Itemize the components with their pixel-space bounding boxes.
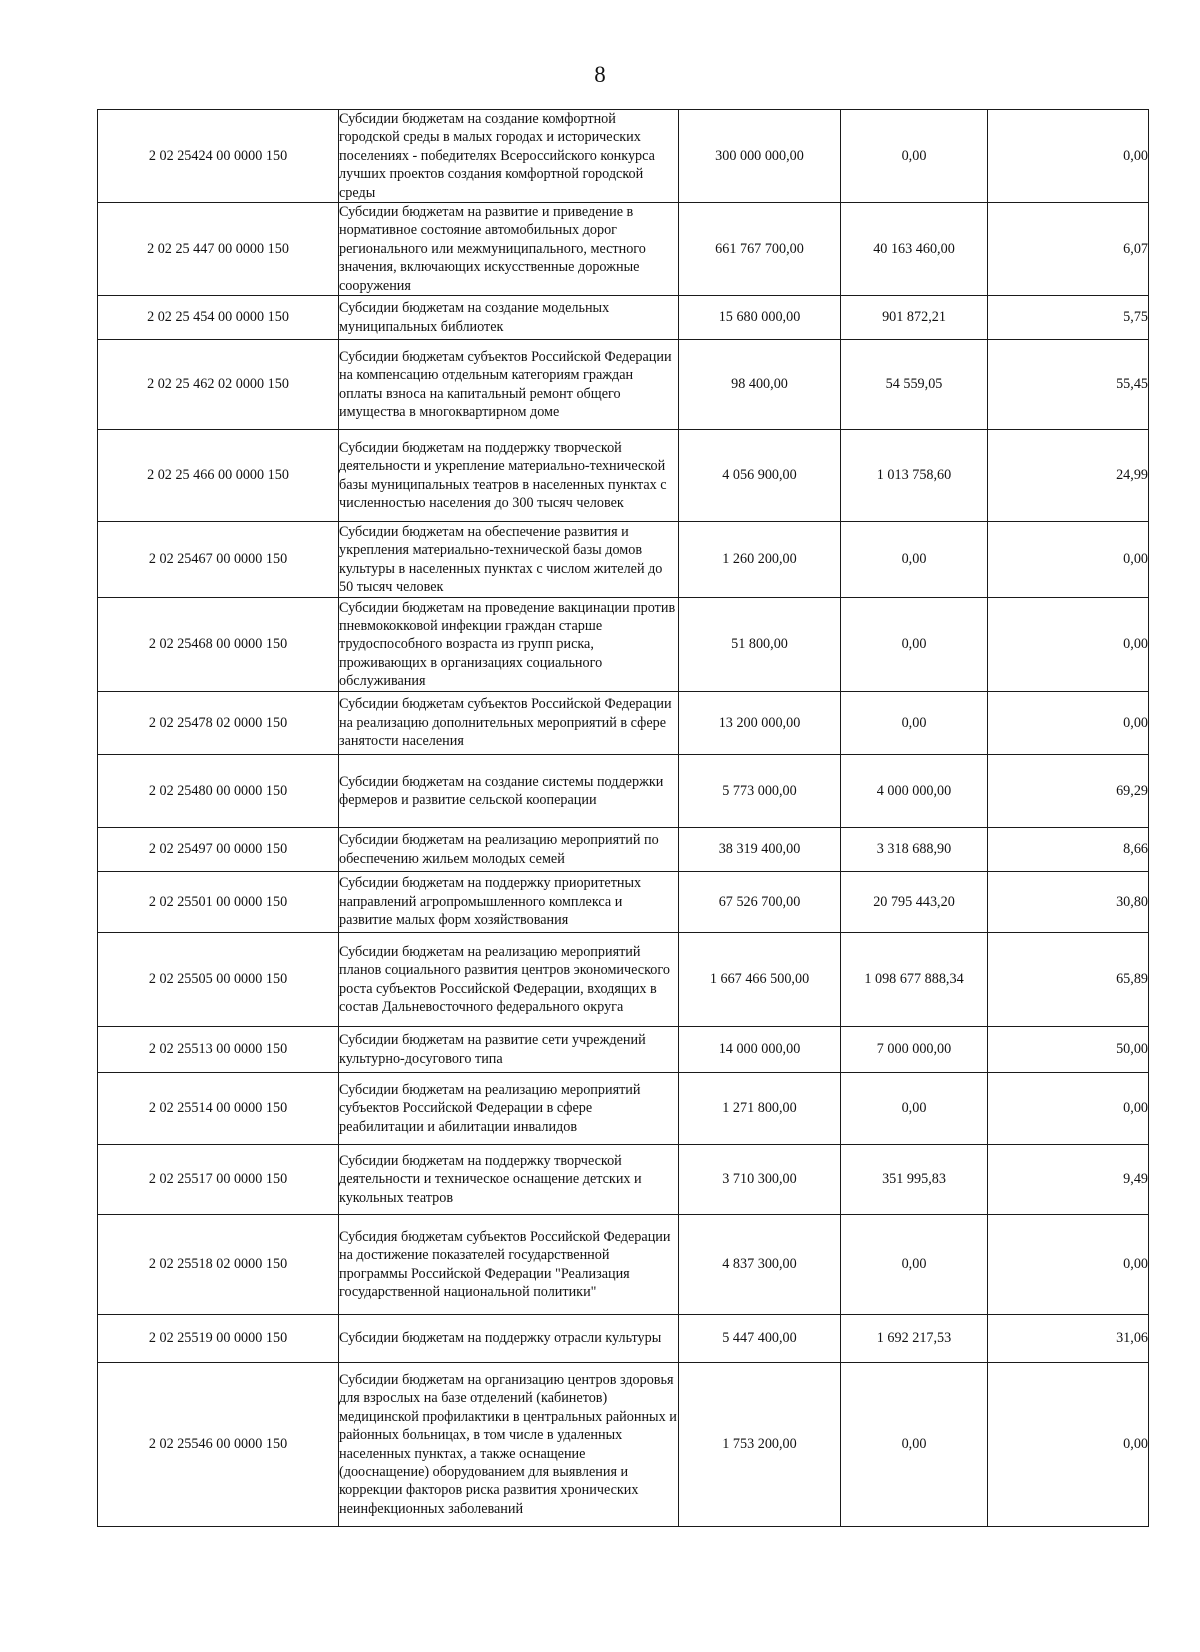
plan-amount-cell: 1 753 200,00 xyxy=(679,1363,841,1527)
income-name: Субсидии бюджетам субъектов Российской Федерации на реализацию дополнительных мероприятий в сфере занятости населения xyxy=(339,696,672,750)
actual-amount-cell: 40 163 460,00 xyxy=(841,203,988,296)
income-name-cell xyxy=(339,430,679,522)
table-row xyxy=(98,1145,1149,1215)
income-name-cell xyxy=(339,933,679,1027)
budget-code-cell: 2 02 25 462 02 0000 150 xyxy=(98,340,339,430)
income-name: Субсидия бюджетам субъектов Российской Федерации на достижение показателей государственной программы Российской Федерации "Реализация государственной национальной политики" xyxy=(339,1228,671,1300)
table-row xyxy=(98,872,1149,933)
table-row xyxy=(98,1315,1149,1363)
budget-code-cell: 2 02 25478 02 0000 150 xyxy=(98,692,339,755)
income-name-cell xyxy=(339,1145,679,1215)
income-name: Субсидии бюджетам субъектов Российской Федерации на компенсацию отдельным категориям граждан оплаты взноса на капитальный ремонт общего имущества в многоквартирном доме xyxy=(339,348,672,420)
plan-amount-cell: 5 773 000,00 xyxy=(679,755,841,828)
budget-revenue-table xyxy=(97,109,1149,1527)
income-name: Субсидии бюджетам на организацию центров здоровья для взрослых на базе отделений (кабинетов) медицинской профилактики в центральных районных и районных больницах, в том числе в удаленных населенных пунктах, а также оснащение (дооснащение) оборудованием для выявления и коррекции факторов риска развития хронических неинфекционных заболеваний xyxy=(339,1371,677,1517)
budget-code-cell: 2 02 25467 00 0000 150 xyxy=(98,522,339,598)
plan-amount-cell: 3 710 300,00 xyxy=(679,1145,841,1215)
actual-amount-cell: 0,00 xyxy=(841,1215,988,1315)
table-row xyxy=(98,1027,1149,1073)
table-row xyxy=(98,598,1149,692)
table-row xyxy=(98,340,1149,430)
plan-amount-cell: 13 200 000,00 xyxy=(679,692,841,755)
page-number: 8 xyxy=(594,62,606,87)
budget-code-cell: 2 02 25480 00 0000 150 xyxy=(98,755,339,828)
table-row xyxy=(98,755,1149,828)
actual-amount-cell: 1 013 758,60 xyxy=(841,430,988,522)
plan-amount-cell: 661 767 700,00 xyxy=(679,203,841,296)
income-name: Субсидии бюджетам на поддержку отрасли культуры xyxy=(339,1330,662,1347)
income-name-cell xyxy=(339,1027,679,1073)
income-name-cell xyxy=(339,1073,679,1145)
plan-amount-cell: 300 000 000,00 xyxy=(679,110,841,203)
plan-amount-cell: 15 680 000,00 xyxy=(679,296,841,340)
budget-code-cell: 2 02 25517 00 0000 150 xyxy=(98,1145,339,1215)
actual-amount-cell: 20 795 443,20 xyxy=(841,872,988,933)
income-name-cell xyxy=(339,522,679,598)
plan-amount-cell: 14 000 000,00 xyxy=(679,1027,841,1073)
income-name: Субсидии бюджетам на развитие сети учреждений культурно-досугового типа xyxy=(339,1032,646,1067)
income-name: Субсидии бюджетам на создание модельных муниципальных библиотек xyxy=(339,300,610,335)
actual-amount-cell: 54 559,05 xyxy=(841,340,988,430)
execution-percent-cell: 30,80 xyxy=(988,872,1149,933)
execution-percent-cell: 69,29 xyxy=(988,755,1149,828)
budget-code-cell: 2 02 25519 00 0000 150 xyxy=(98,1315,339,1363)
budget-code-cell: 2 02 25501 00 0000 150 xyxy=(98,872,339,933)
income-name: Субсидии бюджетам на создание комфортной городской среды в малых городах и исторических поселениях - победителях Всероссийского конкурса лучших проектов создания комфортной городской среды xyxy=(339,111,655,201)
table-row xyxy=(98,296,1149,340)
table-row xyxy=(98,933,1149,1027)
actual-amount-cell: 0,00 xyxy=(841,692,988,755)
income-name-cell xyxy=(339,203,679,296)
income-name: Субсидии бюджетам на развитие и приведение в нормативное состояние автомобильных дорог регионального или межмуниципального, местного значения, включающих искусственные дорожные сооружения xyxy=(339,204,646,294)
table-row xyxy=(98,1215,1149,1315)
execution-percent-cell: 0,00 xyxy=(988,598,1149,692)
plan-amount-cell: 1 667 466 500,00 xyxy=(679,933,841,1027)
execution-percent-cell: 24,99 xyxy=(988,430,1149,522)
income-name: Субсидии бюджетам на создание системы поддержки фермеров и развитие сельской кооперации xyxy=(339,773,664,809)
execution-percent-cell: 65,89 xyxy=(988,933,1149,1027)
income-name: Субсидии бюджетам на реализацию мероприятий по обеспечению жильем молодых семей xyxy=(339,832,659,867)
income-name: Субсидии бюджетам на обеспечение развития и укрепления материально-технической базы домов культуры в населенных пунктах с числом жителей до 50 тысяч человек xyxy=(339,523,663,595)
actual-amount-cell: 901 872,21 xyxy=(841,296,988,340)
execution-percent-cell: 0,00 xyxy=(988,110,1149,203)
income-name-cell xyxy=(339,1315,679,1363)
income-name: Субсидии бюджетам на реализацию мероприятий субъектов Российской Федерации в сфере реабилитации и абилитации инвалидов xyxy=(339,1081,641,1135)
table-row xyxy=(98,522,1149,598)
execution-percent-cell: 50,00 xyxy=(988,1027,1149,1073)
plan-amount-cell: 67 526 700,00 xyxy=(679,872,841,933)
actual-amount-cell: 7 000 000,00 xyxy=(841,1027,988,1073)
actual-amount-cell: 3 318 688,90 xyxy=(841,828,988,872)
table-row xyxy=(98,1073,1149,1145)
income-name-cell xyxy=(339,692,679,755)
execution-percent-cell: 0,00 xyxy=(988,522,1149,598)
income-name: Субсидии бюджетам на поддержку творческой деятельности и техническое оснащение детских и кукольных театров xyxy=(339,1152,642,1206)
table-row xyxy=(98,1363,1149,1527)
plan-amount-cell: 38 319 400,00 xyxy=(679,828,841,872)
actual-amount-cell: 0,00 xyxy=(841,110,988,203)
table-row xyxy=(98,110,1149,203)
actual-amount-cell: 0,00 xyxy=(841,1073,988,1145)
actual-amount-cell: 1 692 217,53 xyxy=(841,1315,988,1363)
plan-amount-cell: 4 056 900,00 xyxy=(679,430,841,522)
plan-amount-cell: 4 837 300,00 xyxy=(679,1215,841,1315)
budget-code-cell: 2 02 25424 00 0000 150 xyxy=(98,110,339,203)
budget-code-cell: 2 02 25 447 00 0000 150 xyxy=(98,203,339,296)
income-name: Субсидии бюджетам на реализацию мероприятий планов социального развития центров экономического роста субъектов Российской Федерации, входящих в состав Дальневосточного федерального округа xyxy=(339,943,670,1015)
execution-percent-cell: 31,06 xyxy=(988,1315,1149,1363)
actual-amount-cell: 0,00 xyxy=(841,522,988,598)
execution-percent-cell: 0,00 xyxy=(988,1073,1149,1145)
execution-percent-cell: 55,45 xyxy=(988,340,1149,430)
plan-amount-cell: 1 260 200,00 xyxy=(679,522,841,598)
actual-amount-cell: 0,00 xyxy=(841,1363,988,1527)
budget-code-cell: 2 02 25514 00 0000 150 xyxy=(98,1073,339,1145)
execution-percent-cell: 0,00 xyxy=(988,1363,1149,1527)
plan-amount-cell: 98 400,00 xyxy=(679,340,841,430)
actual-amount-cell: 4 000 000,00 xyxy=(841,755,988,828)
actual-amount-cell: 0,00 xyxy=(841,598,988,692)
actual-amount-cell: 351 995,83 xyxy=(841,1145,988,1215)
plan-amount-cell: 1 271 800,00 xyxy=(679,1073,841,1145)
budget-code-cell: 2 02 25513 00 0000 150 xyxy=(98,1027,339,1073)
income-name-cell xyxy=(339,340,679,430)
plan-amount-cell: 51 800,00 xyxy=(679,598,841,692)
budget-code-cell: 2 02 25 454 00 0000 150 xyxy=(98,296,339,340)
income-name-cell xyxy=(339,598,679,692)
income-name: Субсидии бюджетам на поддержку творческой деятельности и укрепление материально-технической базы муниципальных театров в населенных пунктах с численностью населения до 300 тысяч человек xyxy=(339,439,667,511)
income-name-cell xyxy=(339,1215,679,1315)
budget-code-cell: 2 02 25468 00 0000 150 xyxy=(98,598,339,692)
budget-code-cell: 2 02 25497 00 0000 150 xyxy=(98,828,339,872)
execution-percent-cell: 9,49 xyxy=(988,1145,1149,1215)
table-row xyxy=(98,203,1149,296)
income-name: Субсидии бюджетам на поддержку приоритетных направлений агропромышленного комплекса и развитие малых форм хозяйствования xyxy=(339,875,642,929)
execution-percent-cell: 0,00 xyxy=(988,692,1149,755)
income-name-cell xyxy=(339,828,679,872)
table-row xyxy=(98,828,1149,872)
execution-percent-cell: 0,00 xyxy=(988,1215,1149,1315)
income-name-cell xyxy=(339,1363,679,1527)
income-name: Субсидии бюджетам на проведение вакцинации против пневмококковой инфекции граждан старше трудоспособного возраста из групп риска, проживающих в организациях социального обслуживания xyxy=(339,599,676,690)
budget-code-cell: 2 02 25546 00 0000 150 xyxy=(98,1363,339,1527)
execution-percent-cell: 6,07 xyxy=(988,203,1149,296)
table-row xyxy=(98,692,1149,755)
income-name-cell xyxy=(339,110,679,203)
budget-code-cell: 2 02 25518 02 0000 150 xyxy=(98,1215,339,1315)
income-name-cell xyxy=(339,296,679,340)
table-row xyxy=(98,430,1149,522)
income-name-cell xyxy=(339,872,679,933)
income-name-cell xyxy=(339,755,679,828)
execution-percent-cell: 8,66 xyxy=(988,828,1149,872)
actual-amount-cell: 1 098 677 888,34 xyxy=(841,933,988,1027)
budget-code-cell: 2 02 25 466 00 0000 150 xyxy=(98,430,339,522)
execution-percent-cell: 5,75 xyxy=(988,296,1149,340)
budget-code-cell: 2 02 25505 00 0000 150 xyxy=(98,933,339,1027)
plan-amount-cell: 5 447 400,00 xyxy=(679,1315,841,1363)
